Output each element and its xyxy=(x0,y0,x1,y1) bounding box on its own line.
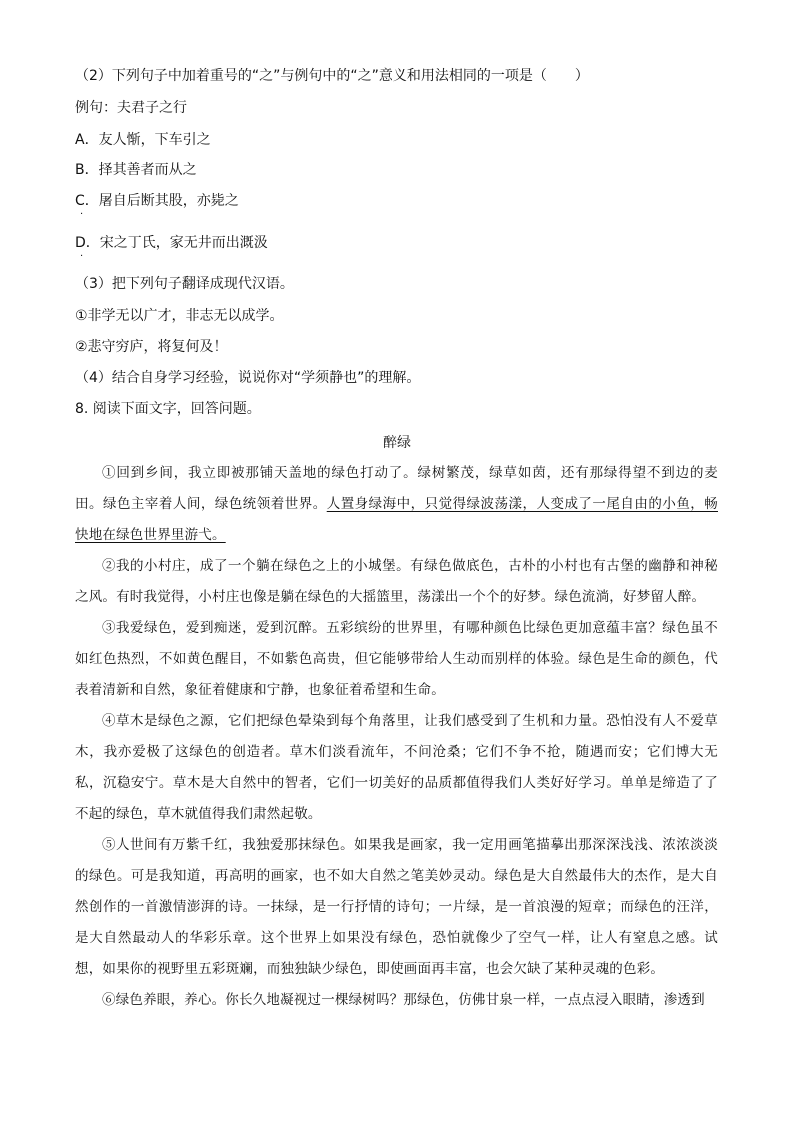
article-paragraph-5: ⑤人世间有万紫千红，我独爱那抹绿色。如果我是画家，我一定用画笔描摹出那深深浅浅、浓浓淡淡的绿色。可是我知道，再高明的画家，也不如大自然之笔美妙灵动。绿色是大自然最伟大的杰作，是大自然创作的一首激情澎湃的诗。一抹绿，是一行抒情的诗句；一片绿，是一首浪漫的短章；而绿色的汪洋，是大自然最动人的华彩乐章。这个世界上如果没有绿色，恐怕就像少了空气一样，让人有窒息之感。试想，如果你的视野里五彩斑斓，而独独缺少绿色，即使画面再丰富，也会欠缺了某种灵魂的色彩。 xyxy=(75,837,718,977)
option-d: D．宋之丁氏，家无井而出溉汲 xyxy=(75,235,268,251)
option-c: C．屠自后断其股，亦毙之 xyxy=(75,193,239,209)
article-paragraph-4: ④草木是绿色之源，它们把绿色晕染到每个角落里，让我们感受到了生机和力量。恐怕没有人不爱草木，我亦爱极了这绿色的创造者。草木们淡看流年，不问沧桑；它们不争不抢，随遇而安；它们博大无私，沉稳安宁。草木是大自然中的智者，它们一切美好的品质都值得我们人类好好学习。单单是缔造了了不起的绿色，草木就值得我们肃然起敬。 xyxy=(75,713,718,822)
paragraph-1-text: ①回到乡间，我立即被那铺天盖地的绿色打动了。绿树繁茂，绿草如茵，还有那绿得望不到边的麦田。绿色主宰着人间，绿色统领着世界。 xyxy=(75,465,718,512)
article-paragraph-2: ②我的小村庄，成了一个躺在绿色之上的小城堡。有绿色做底色，古朴的小村也有古堡的幽静和神秘之风。有时我觉得，小村庄也像是躺在绿色的大摇篮里，荡漾出一个个的好梦。绿色流淌，好梦留人醉。 xyxy=(75,558,718,605)
emphasis-dot: · xyxy=(80,251,84,262)
article-paragraph-3: ③我爱绿色，爱到痴迷，爱到沉醉。五彩缤纷的世界里，有哪种颜色比绿色更加意蕴丰富？绿色虽不如红色热烈，不如黄色醒目，不如紫色高贵，但它能够带给人生动而别样的体验。绿色是生命的颜色，代表着清新和自然，象征着健康和宁静，也象征着希望和生命。 xyxy=(75,620,718,698)
option-b: B．择其善者而从之 xyxy=(75,162,197,178)
underlined-sentence: 人置身绿海中，只觉得绿波荡漾，人变成了一尾自由的小鱼，畅快地在绿色世界里游弋。 xyxy=(75,496,718,543)
article-paragraph-6: ⑥绿色养眼，养心。你长久地凝视过一棵绿树吗？那绿色，仿佛甘泉一样，一点点浸入眼睛，渗透到 xyxy=(102,992,705,1008)
question-3-item-2: ②悲守穷庐，将复何及！ xyxy=(75,339,228,355)
question-3-stem: （3）把下列句子翻译成现代汉语。 xyxy=(75,276,294,292)
question-3-item-1: ①非学无以广才，非志无以成学。 xyxy=(75,308,284,324)
emphasis-dot: · xyxy=(80,209,84,220)
question-2-example: 例句：夫君子之行 xyxy=(75,100,187,116)
article-title: 醉绿 xyxy=(383,435,411,451)
option-a: A．友人惭，下车引之 xyxy=(75,132,211,148)
question-2-stem: （2）下列句子中加着重号的“之”与例句中的“之”意义和用法相同的一项是（ ） xyxy=(75,68,589,84)
article-paragraph-1 xyxy=(75,458,718,551)
question-4-stem: （4）结合自身学习经验，说说你对“学须静也”的理解。 xyxy=(75,370,421,386)
question-8-stem: 8. 阅读下面文字，回答问题。 xyxy=(75,401,261,417)
